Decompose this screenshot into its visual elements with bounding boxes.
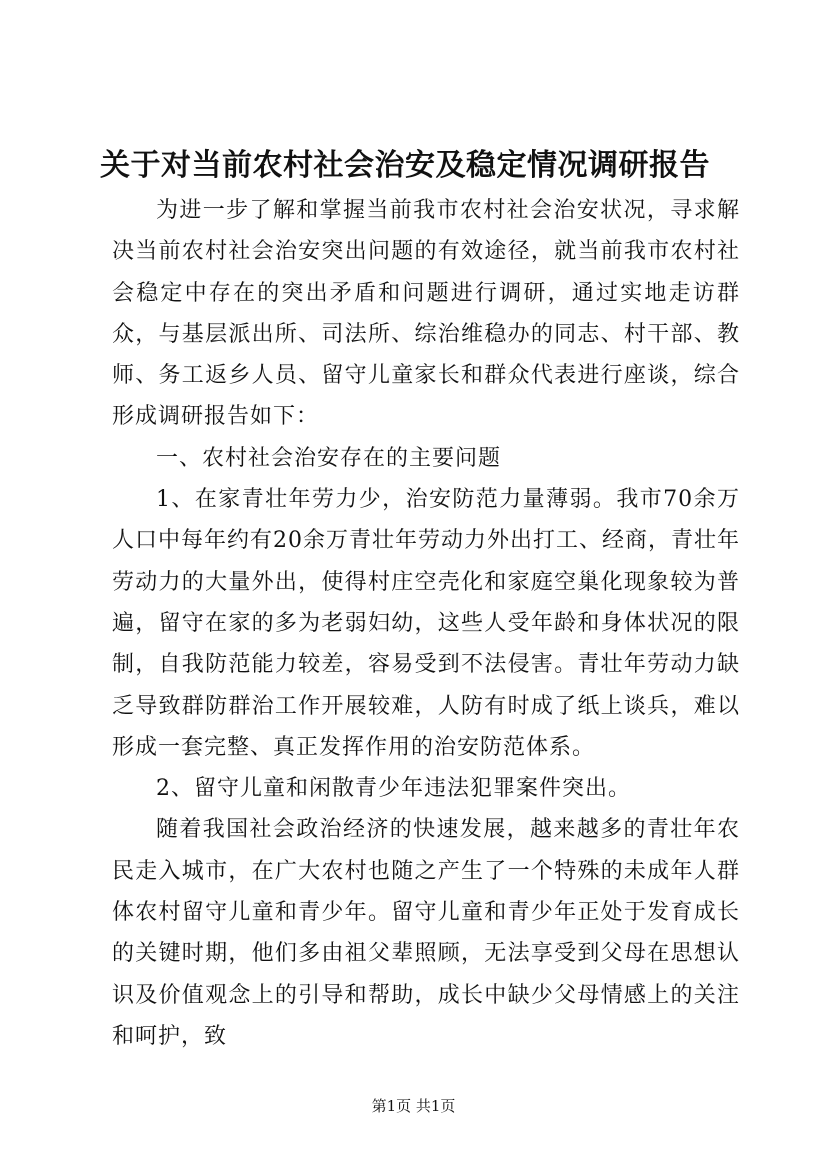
document-body	[112, 190, 740, 1057]
document-title: 关于对当前农村社会治安及稳定情况调研报告	[100, 148, 710, 183]
paragraph-point-2-heading: 2、留守儿童和闲散青少年违法犯罪案件突出。	[156, 776, 631, 802]
section-heading: 一、农村社会治安存在的主要问题	[156, 445, 502, 471]
paragraph-point-2-body: 随着我国社会政治经济的快速发展，越来越多的青壮年农民走入城市，在广大农村也随之产生了一个特殊的未成年人群体农村留守儿童和青少年。留守儿童和青少年正处于发育成长的关键时期，他们多由祖父辈照顾，无法享受到父母在思想认识及价值观念上的引导和帮助，成长中缺少父母情感上的关注和呵护，致	[112, 817, 740, 1049]
paragraph-point-1: 1、在家青壮年劳力少，治安防范力量薄弱。我市70余万人口中每年约有20余万青壮年劳动力外出打工、经商，青壮年劳动力的大量外出，使得村庄空壳化和家庭空巢化现象较为普遍，留守在家的多为老弱妇幼，这些人受年龄和身体状况的限制，自我防范能力较差，容易受到不法侵害。青壮年劳动力缺乏导致群防群治工作开展较难，人防有时成了纸上谈兵，难以形成一套完整、真正发挥作用的治安防范体系。	[112, 487, 740, 760]
paragraph-intro: 为进一步了解和掌握当前我市农村社会治安状况，寻求解决当前农村社会治安突出问题的有效途径，就当前我市农村社会稳定中存在的突出矛盾和问题进行调研，通过实地走访群众，与基层派出所、司法所、综治维稳办的同志、村干部、教师、务工返乡人员、留守儿童家长和群众代表进行座谈，综合形成调研报告如下：	[112, 198, 740, 430]
page-footer: 第1页 共1页	[371, 1097, 456, 1115]
